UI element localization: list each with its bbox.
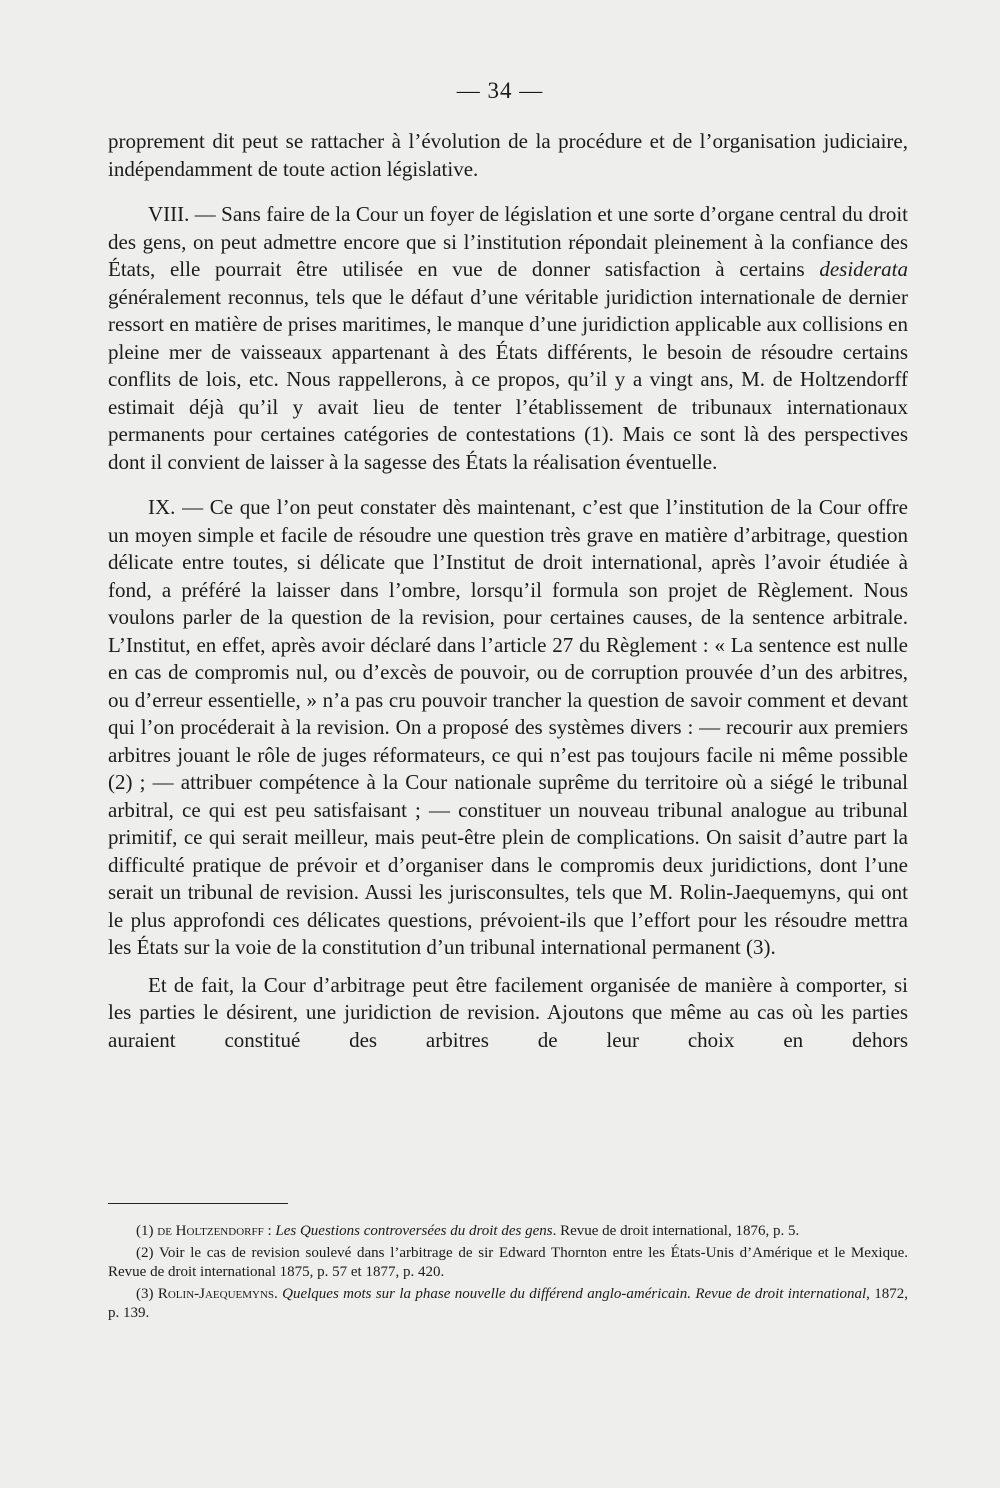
footnote-marker: (2) [136, 1245, 154, 1261]
footnote-3 [108, 1285, 908, 1323]
footnote-text: . Revue de droit international, 1876, p. 5. [552, 1223, 800, 1239]
footnote-divider [108, 1203, 288, 1204]
footnote-text: Voir le cas de revision soulevé dans l’arbitrage de sir Edward Thornton entre les États-Unis d’Amérique et le Mexique. Revue de droit international 1875, p. 57 et 1877, p. 420. [108, 1245, 908, 1280]
paragraph-continued: Et de fait, la Cour d’arbitrage peut être facilement organisée de manière à comporter, si les parties le désirent, une juridiction de revision. Ajoutons que même au cas où les parties auraient constitué des arbitres de leur choix en dehors [108, 972, 908, 1052]
footnote-author: Rolin-Jaequemyns [157, 1286, 275, 1302]
footnote-1 [108, 1222, 908, 1241]
italic-term: desiderata [819, 257, 908, 281]
page-number: — 34 — [456, 78, 544, 103]
paragraph-section-viii [108, 201, 908, 476]
paragraph-text: généralement reconnus, tels que le défaut d’une véritable juridiction internationale de dernier ressort en matière de prises maritimes, le manque d’une juridiction applicable aux collisions en pleine mer de vaisseaux appartenant à des États différents, le besoin de résoudre certains conflits de lois, etc. Nous rappellerons, à ce propos, qu’il y a vingt ans, M. de Holtzendorff estimait déjà qu’il y avait lieu de tenter l’établissement de tribunaux internationaux permanents pour certaines catégories de contestations (1). Mais ce sont là des perspectives dont il convient de laisser à la sagesse des États la réalisation éventuelle. [108, 284, 908, 474]
paragraph-text: VIII. — Sans faire de la Cour un foyer de législation et une sorte d’organe central du droit des gens, on peut admettre encore que si l’institution répondait pleinement à la confiance des États, elle pourrait être utilisée en vue de donner satisfaction à certains [108, 202, 908, 281]
footnote-title: Quelques mots sur la phase nouvelle du différend anglo-américain. Revue de droit international [282, 1286, 867, 1302]
footnote-separator: : [263, 1223, 276, 1239]
body-text [108, 128, 908, 1054]
footnote-text: , 1872, p. 139. [108, 1286, 908, 1321]
footnote-author: de Holtzendorff [157, 1223, 264, 1239]
footnotes [108, 1222, 908, 1326]
footnote-separator: . [274, 1286, 283, 1302]
paragraph-section-ix: IX. — Ce que l’on peut constater dès maintenant, c’est que l’institution de la Cour offre un moyen simple et facile de résoudre une question très grave en matière d’arbitrage, question délicate entre toutes, si délicate que l’Institut de droit international, après l’avoir étudiée à fond, a préféré la laisser dans l’ombre, lorsqu’il formula son projet de Règlement. Nous voulons parler de la question de la revision, pour certaines causes, de la sentence arbitrale. L’Institut, en effet, après avoir déclaré dans l’article 27 du Règlement : « La sentence est nulle en cas de compromis nul, ou d’excès de pouvoir, ou de corruption prouvée d’un des arbitres, ou d’erreur essentielle, » n’a pas cru pouvoir trancher la question de savoir comment et devant qui l’on procéderait à la revision. On a proposé des systèmes divers : — recourir aux premiers arbitres jouant le rôle de juges réformateurs, ce qui n’est pas toujours facile ni même possible (2) ; — attribuer compétence à la Cour nationale suprême du territoire où a siégé le tribunal arbitral, ce qui est peu satisfaisant ; — constituer un nouveau tribunal analogue au tribunal primitif, ce qui serait meilleur, mais peut-être plein de complications. On saisit d’autre part la difficulté pratique de prévoir et d’organiser dans le compromis deux juridictions, dont l’une serait un tribunal de revision. Aussi les jurisconsultes, tels que M. Rolin-Jaequemyns, qui ont le plus approfondi ces délicates questions, prévoient-ils que l’effort pour les résoudre mettra les États sur la voie de la constitution d’un tribunal international permanent (3). [108, 495, 908, 959]
footnote-title: Les Questions controversées du droit des gens [275, 1223, 553, 1239]
footnote-marker: (3) [136, 1286, 154, 1302]
paragraph-continuation: proprement dit peut se rattacher à l’évolution de la procédure et de l’organisation judiciaire, indépendamment de toute action législative. [108, 129, 908, 181]
footnote-marker: (1) [136, 1223, 154, 1239]
footnote-2 [108, 1244, 908, 1282]
